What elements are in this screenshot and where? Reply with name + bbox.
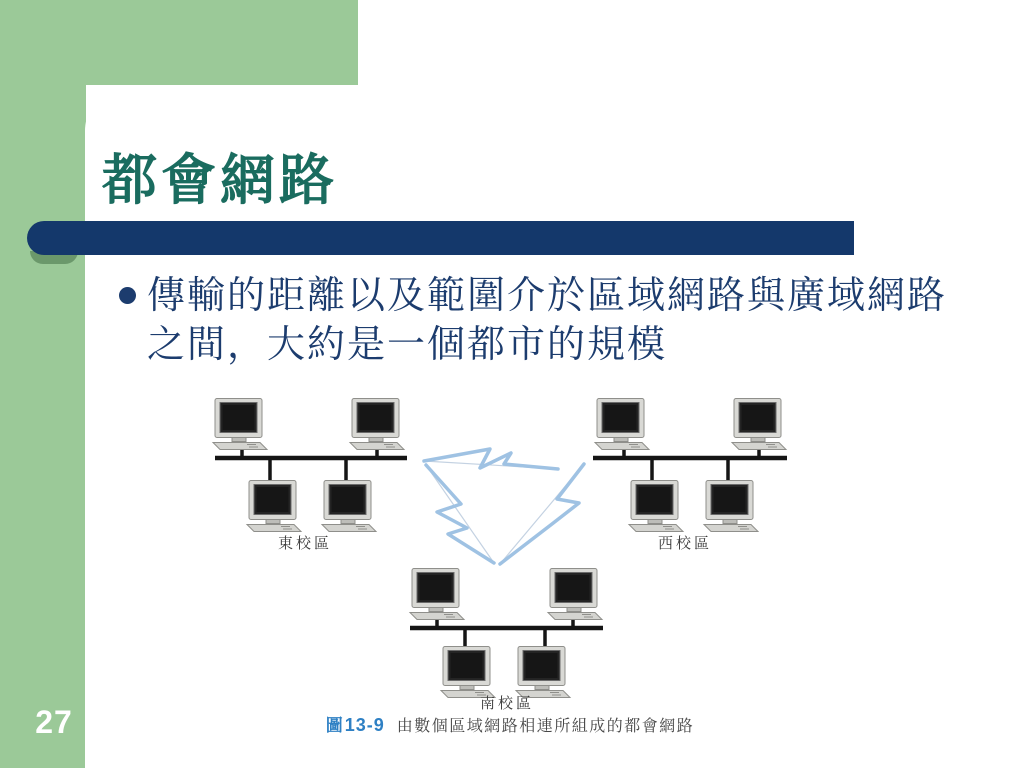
figure-number: 13-9 [344,715,385,735]
network-diagram [180,392,820,714]
computer-icon [247,481,301,532]
lightning-bolt-icon [424,449,558,469]
lan-cluster-west [593,399,787,553]
bullet-text [147,272,947,370]
bullet-text-line-1: 傳輸的距離以及範圍介於區域網路與廣域網路 [147,275,948,317]
computer-icon [595,399,649,450]
page-number: 27 [35,704,73,740]
title-underline-bar [27,221,854,255]
lan-label-west: 西校區 [657,535,713,552]
lightning-link-east-west [424,449,558,469]
computer-icon [548,569,602,620]
figure-icon: 圖 [325,716,343,735]
lightning-bolt-icon [426,465,494,563]
computer-icon [704,481,758,532]
lightning-link-east-south [426,465,494,563]
computer-icon [410,569,464,620]
lan-cluster-south [410,569,603,713]
computer-icon [732,399,786,450]
figure-caption [180,711,840,736]
lan-label-east: 東校區 [277,535,333,552]
computer-icon [629,481,683,532]
lan-label-south: 南校區 [479,695,535,712]
bullet-text-line-2: 之間，大約是一個都市的規模 [147,324,668,366]
green-sidebar [0,0,86,768]
computer-icon [213,399,267,450]
bullet-item [119,272,979,370]
figure-caption-text: 由數個區域網路相連所組成的都會網路 [396,718,695,735]
computer-icon [516,647,570,698]
bullet-marker [119,287,136,304]
slide-title: 都會網路 [102,150,339,211]
computer-icon [441,647,495,698]
computer-icon [350,399,404,450]
lightning-link-west-south [500,464,584,564]
computer-icon [322,481,376,532]
lan-cluster-east [213,399,407,553]
